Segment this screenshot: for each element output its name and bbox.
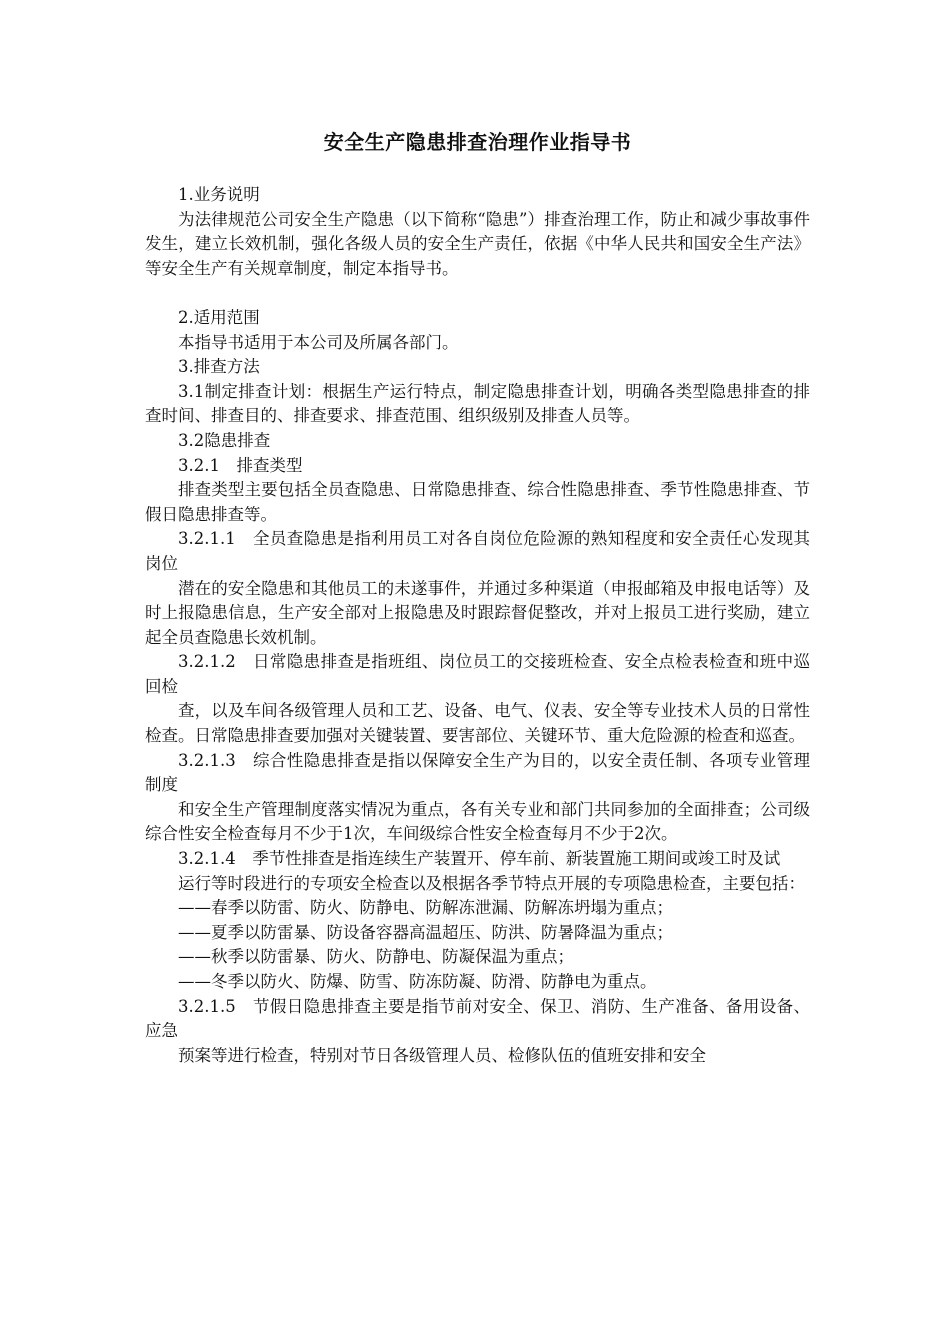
document-page [145, 128, 810, 1068]
subsection-heading: 3.2隐患排查 [178, 430, 271, 450]
subsection-heading: 3.2.1 排查类型 [178, 455, 303, 475]
paragraph: 查，以及车间各级管理人员和工艺、设备、电气、仪表、安全等专业技术人员的日常性检查。日常隐患排查要加强对关键装置、要害部位、关键环节、重大危险源的检查和巡查。 [145, 701, 810, 746]
paragraph: 运行等时段进行的专项安全检查以及根据各季节特点开展的专项隐患检查，主要包括： [178, 873, 805, 893]
paragraph: 3.1制定排查计划：根据生产运行特点，制定隐患排查计划，明确各类型隐患排查的排查时间、排查目的、排查要求、排查范围、组织级别及排查人员等。 [145, 381, 810, 426]
list-item: ——秋季以防雷暴、防火、防静电、防凝保温为重点； [178, 947, 574, 967]
section-heading-1: 1.业务说明 [178, 185, 260, 204]
paragraph: 3.2.1.3 综合性隐患排查是指以保障安全生产为目的，以安全责任制、各项专业管理制度 [145, 750, 810, 795]
section-heading-2: 2.适用范围 [178, 307, 260, 327]
paragraph: 和安全生产管理制度落实情况为重点，各有关专业和部门共同参加的全面排查；公司级综合性安全检查每月不少于1次，车间级综合性安全检查每月不少于2次。 [145, 799, 810, 844]
paragraph: 本指导书适用于本公司及所属各部门。 [178, 332, 459, 352]
section-heading-3: 3.排查方法 [178, 357, 260, 377]
list-item: ——春季以防雷、防火、防静电、防解冻泄漏、防解冻坍塌为重点； [178, 898, 673, 918]
paragraph: 为法律规范公司安全生产隐患（以下简称“隐患”）排查治理工作，防止和减少事故事件发生，建立长效机制，强化各级人员的安全生产责任，依据《中华人民共和国安全生产法》等安全生产有关规章制度，制定本指导书。 [145, 209, 810, 278]
blank-line [145, 281, 810, 306]
list-item: ——夏季以防雷暴、防设备容器高温超压、防洪、防暑降温为重点； [178, 922, 673, 942]
paragraph: 潜在的安全隐患和其他员工的未遂事件，并通过多种渠道（申报邮箱及申报电话等）及时上报隐患信息，生产安全部对上报隐患及时跟踪督促整改，并对上报员工进行奖励，建立起全员查隐患长效机制。 [145, 578, 810, 647]
paragraph: 3.2.1.1 全员查隐患是指利用员工对各自岗位危险源的熟知程度和安全责任心发现其岗位 [145, 529, 810, 573]
paragraph: 3.2.1.4 季节性排查是指连续生产装置开、停车前、新装置施工期间或竣工时及试 [178, 849, 781, 869]
paragraph: 排查类型主要包括全员查隐患、日常隐患排查、综合性隐患排查、季节性隐患排查、节假日隐患排查等。 [145, 480, 810, 524]
paragraph: 3.2.1.2 日常隐患排查是指班组、岗位员工的交接班检查、安全点检表检查和班中巡回检 [145, 652, 810, 696]
paragraph: 预案等进行检查，特别对节日各级管理人员、检修队伍的值班安排和安全 [178, 1045, 706, 1065]
document-title: 安全生产隐患排查治理作业指导书 [323, 130, 632, 154]
list-item: ——冬季以防火、防爆、防雪、防冻防凝、防滑、防静电为重点。 [178, 972, 657, 991]
paragraph: 3.2.1.5 节假日隐患排查主要是指节前对安全、保卫、消防、生产准备、备用设备、应急 [145, 996, 810, 1041]
